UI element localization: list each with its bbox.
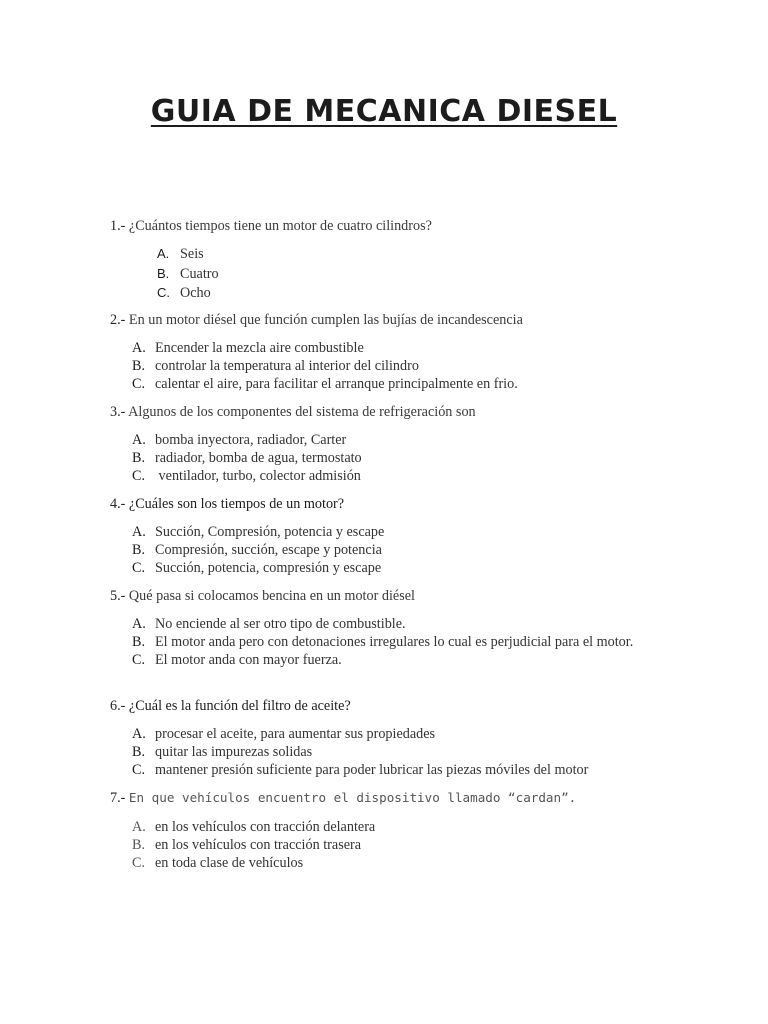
option-letter: C.	[132, 376, 146, 392]
option-text: quitar las impurezas solidas	[155, 744, 313, 760]
option-c	[132, 467, 660, 485]
option-letter: B.	[132, 450, 146, 466]
option-letter: A.	[157, 246, 170, 261]
option-b	[132, 743, 660, 761]
question-2-prompt	[110, 311, 660, 329]
option-letter: C.	[132, 468, 146, 484]
question-2	[110, 311, 660, 393]
option-text: calentar el aire, para facilitar el arranque principalmente en frio.	[155, 376, 518, 392]
option-c	[157, 284, 660, 302]
option-text: radiador, bomba de agua, termostato	[155, 450, 362, 466]
option-b	[132, 357, 660, 375]
option-a	[132, 431, 660, 449]
option-a	[132, 818, 660, 836]
question-text: ¿Cuántos tiempos tiene un motor de cuatro cilindros?	[128, 218, 432, 234]
question-5-prompt	[110, 587, 660, 605]
option-text: en los vehículos con tracción trasera	[155, 837, 362, 853]
question-7	[110, 789, 660, 872]
option-text: Succión, potencia, compresión y escape	[155, 560, 382, 576]
option-letter: C.	[132, 762, 146, 778]
question-6	[110, 697, 660, 779]
option-letter: B.	[132, 358, 146, 374]
option-letter: B.	[132, 837, 146, 853]
option-letter: C.	[157, 285, 170, 300]
option-c	[132, 854, 660, 872]
option-text: Cuatro	[180, 265, 219, 282]
question-number: 2.-	[110, 312, 126, 328]
option-letter: C.	[132, 855, 146, 871]
option-letter: B.	[157, 265, 170, 281]
option-a	[132, 523, 660, 541]
option-a	[157, 245, 660, 263]
option-b	[132, 449, 660, 467]
options-list	[132, 339, 660, 393]
option-letter: C.	[132, 560, 146, 576]
option-letter: C.	[132, 652, 146, 668]
options-list	[132, 431, 660, 485]
question-text: Algunos de los componentes del sistema de refrigeración son	[128, 404, 476, 420]
question-number: 1.-	[110, 218, 126, 234]
option-letter: B.	[132, 542, 146, 558]
option-text: procesar el aceite, para aumentar sus propiedades	[155, 726, 436, 742]
options-list	[132, 523, 660, 577]
question-text: ¿Cuáles son los tiempos de un motor?	[128, 496, 345, 512]
question-number: 5.-	[110, 588, 126, 604]
question-1	[110, 217, 660, 302]
option-text: mantener presión suficiente para poder lubricar las piezas móviles del motor	[155, 762, 589, 778]
option-text: Seis	[180, 246, 204, 262]
question-3-prompt	[110, 403, 660, 421]
question-text: En que vehículos encuentro el dispositivo llamado “cardan”.	[128, 790, 577, 805]
option-letter: A.	[132, 819, 146, 835]
option-c	[132, 559, 660, 577]
question-text: ¿Cuál es la función del filtro de aceite?	[128, 698, 351, 714]
option-letter: A.	[132, 616, 146, 632]
option-c	[132, 651, 660, 669]
options-list	[132, 725, 660, 779]
question-number: 4.-	[110, 496, 126, 512]
option-text: Compresión, succión, escape y potencia	[155, 542, 382, 558]
question-4	[110, 495, 660, 577]
option-text: bomba inyectora, radiador, Carter	[155, 432, 347, 448]
option-letter: A.	[132, 726, 146, 742]
option-b	[132, 633, 660, 651]
question-number: 3.-	[110, 404, 126, 420]
question-5	[110, 587, 660, 669]
question-1-prompt	[110, 217, 660, 235]
option-letter: A.	[132, 340, 146, 356]
options-list	[157, 245, 660, 302]
option-text: Succión, Compresión, potencia y escape	[155, 524, 385, 540]
options-list	[132, 615, 660, 669]
document-title: GUIA DE MECANICA DIESEL	[150, 94, 618, 129]
question-text: Qué pasa si colocamos bencina en un motor diésel	[128, 588, 415, 604]
options-list	[132, 818, 660, 872]
option-text: ventilador, turbo, colector admisión	[155, 468, 361, 484]
option-c	[132, 761, 660, 779]
option-c	[132, 375, 660, 393]
question-number: 6.-	[110, 698, 126, 714]
option-b	[132, 836, 660, 854]
question-7-prompt	[110, 789, 660, 807]
option-a	[132, 339, 660, 357]
option-text: No enciende al ser otro tipo de combustible.	[155, 616, 406, 632]
option-letter: A.	[132, 524, 146, 540]
option-letter: B.	[132, 744, 146, 760]
option-text: El motor anda con mayor fuerza.	[155, 652, 342, 668]
option-text: Ocho	[180, 285, 211, 301]
option-b	[157, 265, 660, 283]
option-text: en los vehículos con tracción delantera	[155, 819, 376, 835]
question-3	[110, 403, 660, 485]
option-letter: A.	[132, 432, 146, 448]
option-text: El motor anda pero con detonaciones irregulares lo cual es perjudicial para el motor.	[155, 634, 634, 650]
option-text: Encender la mezcla aire combustible	[155, 340, 364, 356]
option-a	[132, 725, 660, 743]
option-text: en toda clase de vehículos	[155, 855, 304, 871]
option-a	[132, 615, 660, 633]
option-letter: B.	[132, 634, 146, 650]
option-text: controlar la temperatura al interior del cilindro	[155, 358, 419, 374]
question-text: En un motor diésel que función cumplen las bujías de incandescencia	[128, 312, 523, 328]
question-6-prompt	[110, 697, 660, 715]
question-4-prompt	[110, 495, 660, 513]
option-b	[132, 541, 660, 559]
question-number: 7.-	[110, 790, 126, 806]
